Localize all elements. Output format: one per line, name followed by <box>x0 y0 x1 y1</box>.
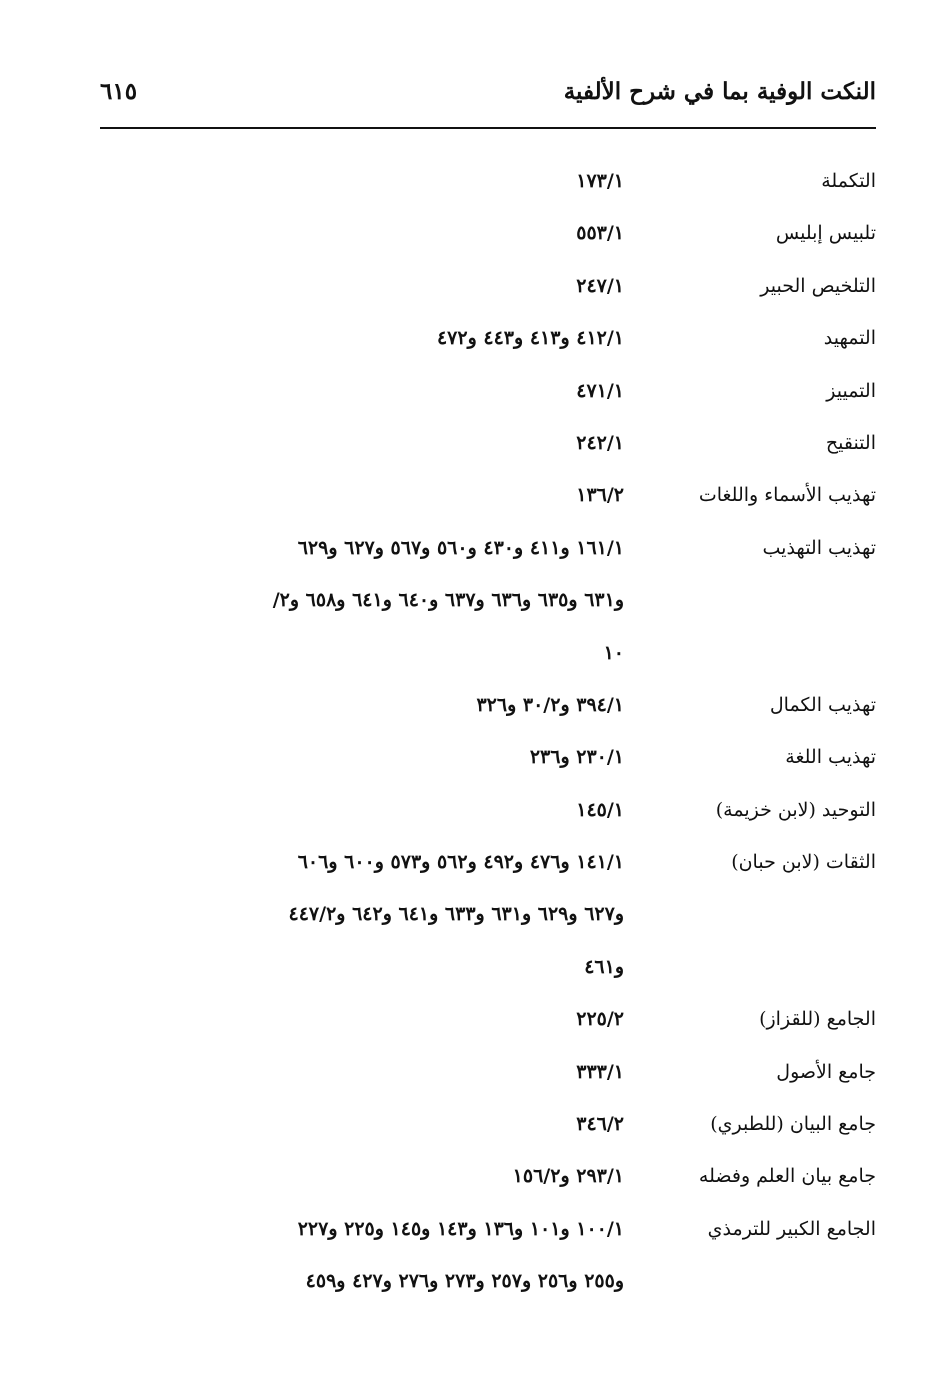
index-entry <box>100 993 876 1045</box>
index-entry <box>100 1150 876 1202</box>
reference-line: ٣٤٦/٢ <box>576 1113 624 1136</box>
reference-line: ٤٧١/١ <box>576 379 624 402</box>
entry-references <box>100 1098 624 1150</box>
reference-line: و٦٣١ و٦٣٥ و٦٣٦ و٦٣٧ و٦٤٠ و٦٤١ و٦٥٨ و٢/ <box>272 589 624 612</box>
entry-references <box>100 731 624 783</box>
entry-term: تهذيب اللغة <box>785 746 876 769</box>
entry-references <box>100 260 624 312</box>
entry-term: تهذيب الكمال <box>769 693 876 716</box>
entry-term: تهذيب الأسماء واللغات <box>698 484 876 507</box>
reference-line: ٣٣٣/١ <box>576 1060 624 1083</box>
entry-references <box>100 207 624 259</box>
index-entry <box>100 1098 876 1150</box>
entry-term: تهذيب التهذيب <box>762 536 876 559</box>
reference-line: و٦٢٧ و٦٢٩ و٦٣١ و٦٣٣ و٦٤١ و٦٤٢ و٤٤٧/٢ <box>288 903 624 926</box>
entry-references <box>100 993 624 1045</box>
reference-line: ١٠٠/١ و١٠١ و١٣٦ و١٤٣ و١٤٥ و٢٢٥ و٢٢٧ <box>297 1217 624 1240</box>
entry-references <box>100 522 624 679</box>
entry-references <box>100 365 624 417</box>
reference-line: ١٤١/١ و٤٧٦ و٤٩٢ و٥٦٢ و٥٧٣ و٦٠٠ و٦٠٦ <box>297 851 624 874</box>
entry-references <box>100 784 624 836</box>
page-number: ٦١٥ <box>100 78 138 105</box>
entry-references <box>100 312 624 364</box>
entry-term: الجامع الكبير للترمذي <box>707 1217 876 1240</box>
reference-line: و٤٦١ <box>584 955 624 978</box>
entry-references <box>100 1203 624 1308</box>
reference-line: ٢٤٢/١ <box>576 431 624 454</box>
reference-line: ٣٩٤/١ و٣٠/٢ و٣٢٦ <box>476 693 624 716</box>
entry-term: تلبيس إبليس <box>775 222 876 245</box>
reference-line: ٥٥٣/١ <box>576 222 624 245</box>
entry-term: التمييز <box>826 379 876 402</box>
entry-term: التوحيد (لابن خزيمة) <box>715 798 876 821</box>
index-entry <box>100 417 876 469</box>
index-entry <box>100 1046 876 1098</box>
entry-term: جامع بيان العلم وفضله <box>698 1165 876 1188</box>
entry-references <box>100 679 624 731</box>
index-entry <box>100 784 876 836</box>
index-entry <box>100 260 876 312</box>
index-entry <box>100 679 876 731</box>
reference-line: ٢٤٧/١ <box>576 274 624 297</box>
reference-line: ١٣٦/٢ <box>576 484 624 507</box>
index-entry <box>100 1203 876 1308</box>
reference-line: ٢٩٣/١ و١٥٦/٢ <box>512 1165 624 1188</box>
entry-references <box>100 417 624 469</box>
page-header <box>100 78 876 128</box>
entry-term: التلخيص الحبير <box>760 274 876 297</box>
reference-line: ١٠ <box>603 641 624 664</box>
entry-references <box>100 1046 624 1098</box>
entry-references <box>100 1150 624 1202</box>
reference-line: و٢٥٥ و٢٥٦ و٢٥٧ و٢٧٣ و٢٧٦ و٤٢٧ و٤٥٩ <box>305 1270 624 1293</box>
entry-term: جامع البيان (للطبري) <box>710 1113 876 1136</box>
index-entry <box>100 312 876 364</box>
index-entry <box>100 155 876 207</box>
entry-references <box>100 155 624 207</box>
running-title: النكت الوفية بما في شرح الألفية <box>563 78 876 105</box>
reference-line: ٢٣٠/١ و٢٣٦ <box>529 746 624 769</box>
entry-references <box>100 469 624 521</box>
index-entry <box>100 469 876 521</box>
index-entry <box>100 365 876 417</box>
reference-line: ١٤٥/١ <box>576 798 624 821</box>
index-entry <box>100 836 876 993</box>
reference-line: ٤١٢/١ و٤١٣ و٤٤٣ و٤٧٢ <box>436 327 624 350</box>
entry-term: التمهيد <box>823 327 876 350</box>
entry-term: الجامع (للقزاز) <box>759 1008 876 1031</box>
reference-line: ٢٢٥/٢ <box>576 1008 624 1031</box>
index-entry <box>100 522 876 679</box>
entry-term: التنقيح <box>825 431 876 454</box>
entry-references <box>100 836 624 993</box>
reference-line: ١٧٣/١ <box>576 170 624 192</box>
index-entry <box>100 731 876 783</box>
entry-term: التكملة <box>821 170 876 192</box>
reference-line: ١٦١/١ و٤١١ و٤٣٠ و٥٦٠ و٥٦٧ و٦٢٧ و٦٢٩ <box>297 536 624 559</box>
entry-term: الثقات (لابن حبان) <box>731 851 876 874</box>
index-entry <box>100 207 876 259</box>
header-rule <box>100 127 876 129</box>
entry-term: جامع الأصول <box>776 1060 876 1083</box>
index-entries <box>100 155 876 1308</box>
